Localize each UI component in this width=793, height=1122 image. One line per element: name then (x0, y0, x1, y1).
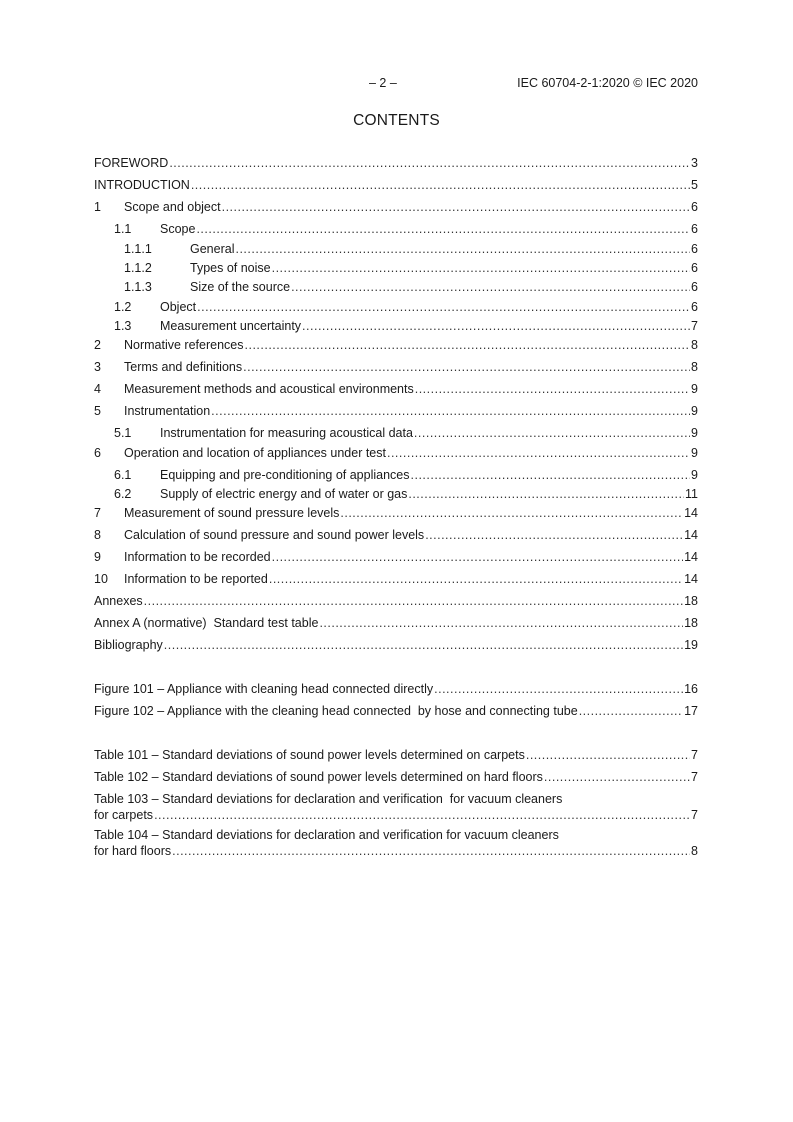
dot-leader (414, 425, 690, 441)
page-title: CONTENTS (353, 112, 440, 129)
dot-leader (154, 807, 690, 823)
standard-identifier: IEC 60704-2-1:2020 © IEC 2020 (517, 76, 698, 90)
dot-leader (211, 403, 690, 419)
toc-entry-label: Measurement methods and acoustical environments (124, 382, 414, 396)
toc-entry-number: 5 (94, 404, 101, 418)
dot-leader (196, 221, 690, 237)
dot-leader (169, 155, 690, 171)
toc-entry-3[interactable] (94, 359, 698, 375)
dot-leader (340, 505, 683, 521)
toc-entry-label: Annex A (normative) Standard test table (94, 616, 319, 630)
toc-entry-number: 4 (94, 382, 101, 396)
table-entry-page: 7 (691, 808, 698, 822)
dot-leader (302, 318, 690, 334)
toc-entry-page: 14 (684, 550, 698, 564)
figure-entry-101[interactable] (94, 681, 698, 697)
toc-entry-page: 6 (691, 300, 698, 314)
dot-leader (434, 681, 683, 697)
toc-entry-7[interactable] (94, 505, 698, 521)
page-header (0, 76, 793, 92)
toc-entry-number: 9 (94, 550, 101, 564)
toc-entry-6[interactable] (94, 445, 698, 461)
toc-entry-page: 9 (691, 404, 698, 418)
toc-entry-number: 6 (94, 446, 101, 460)
table-entry-label: Table 104 – Standard deviations for declaration and verification for vacuum cleaners (94, 828, 559, 842)
toc-entry-1-2[interactable] (114, 299, 698, 315)
toc-entry-6-2[interactable] (114, 486, 698, 502)
toc-entry-page: 6 (691, 242, 698, 256)
dot-leader (164, 637, 683, 653)
toc-entry-label: Terms and definitions (124, 360, 243, 374)
toc-entry-label: Scope (160, 222, 196, 236)
toc-entry-label: Size of the source (190, 280, 291, 294)
toc-entry-label: Instrumentation for measuring acoustical data (160, 426, 413, 440)
table-entry-label-cont: for carpets (94, 808, 154, 822)
table-entry-102[interactable] (94, 769, 698, 785)
figure-entry-label: Figure 102 – Appliance with the cleaning head connected by hose and connecting tube (94, 704, 578, 718)
toc-entry-page: 9 (691, 468, 698, 482)
toc-entry-label: Instrumentation (124, 404, 211, 418)
toc-entry-number: 1.1 (114, 222, 132, 236)
figure-entry-102[interactable] (94, 703, 698, 719)
toc-entry-number: 1.2 (114, 300, 132, 314)
toc-entry-page: 7 (691, 319, 698, 333)
dot-leader (245, 337, 691, 353)
dot-leader (272, 260, 690, 276)
dot-leader (272, 549, 683, 565)
toc-entry-label: Scope and object (124, 200, 221, 214)
toc-entry-label: Operation and location of appliances under test (124, 446, 386, 460)
figure-entry-label: Figure 101 – Appliance with cleaning head connected directly (94, 682, 434, 696)
toc-entry-1[interactable] (94, 199, 698, 215)
toc-entry-number: 6.1 (114, 468, 132, 482)
toc-entry-number: 1.3 (114, 319, 132, 333)
figure-entry-page: 16 (684, 682, 698, 696)
toc-entry-page: 9 (691, 382, 698, 396)
toc-entry-introduction[interactable] (94, 177, 698, 193)
toc-entry-number: 3 (94, 360, 101, 374)
dot-leader (235, 241, 690, 257)
dot-leader (408, 486, 684, 502)
toc-entry-label: Calculation of sound pressure and sound power levels (124, 528, 425, 542)
toc-entry-5-1[interactable] (114, 425, 698, 441)
table-entry-101[interactable] (94, 747, 698, 763)
dot-leader (387, 445, 690, 461)
toc-entry-1-1-3[interactable] (124, 279, 698, 295)
toc-entry-page: 18 (684, 594, 698, 608)
toc-entry-4[interactable] (94, 381, 698, 397)
toc-entry-page: 14 (684, 572, 698, 586)
table-entry-page: 7 (691, 770, 698, 784)
toc-entry-page: 9 (691, 426, 698, 440)
toc-entry-page: 8 (691, 338, 698, 352)
toc-entry-2[interactable] (94, 337, 698, 353)
dot-leader (579, 703, 683, 719)
toc-entry-number: 6.2 (114, 487, 132, 501)
toc-entry-bibliography[interactable] (94, 637, 698, 653)
toc-entry-6-1[interactable] (114, 467, 698, 483)
toc-entry-number: 1.1.1 (124, 242, 152, 256)
dot-leader (144, 593, 683, 609)
toc-entry-page: 6 (691, 280, 698, 294)
toc-entry-label: Annexes (94, 594, 143, 608)
toc-entry-label: Measurement uncertainty (160, 319, 302, 333)
toc-entry-page: 14 (684, 528, 698, 542)
table-entry-label-cont: for hard floors (94, 844, 172, 858)
toc-entry-label: INTRODUCTION (94, 178, 190, 192)
toc-entry-page: 18 (684, 616, 698, 630)
toc-entry-page: 19 (684, 638, 698, 652)
toc-entry-label: Normative references (124, 338, 244, 352)
toc-entry-label: Information to be recorded (124, 550, 271, 564)
toc-entry-page: 6 (691, 222, 698, 236)
toc-entry-8[interactable] (94, 527, 698, 543)
toc-entry-page: 5 (691, 178, 698, 192)
toc-entry-page: 9 (691, 446, 698, 460)
toc-entry-label: General (190, 242, 235, 256)
toc-entry-number: 10 (94, 572, 108, 586)
table-entry-label: Table 102 – Standard deviations of sound power levels determined on hard floors (94, 770, 543, 784)
dot-leader (197, 299, 690, 315)
toc-entry-page: 11 (685, 487, 698, 501)
toc-entry-label: FOREWORD (94, 156, 169, 170)
toc-entry-number: 1.1.2 (124, 261, 152, 275)
toc-entry-9[interactable] (94, 549, 698, 565)
toc-entry-label: Types of noise (190, 261, 271, 275)
dot-leader (425, 527, 683, 543)
toc-entry-10[interactable] (94, 571, 698, 587)
dot-leader (291, 279, 690, 295)
toc-entry-label: Equipping and pre-conditioning of appliances (160, 468, 410, 482)
table-entry-104[interactable] (94, 827, 698, 859)
toc-entry-number: 1 (94, 200, 101, 214)
toc-entry-1-1[interactable] (114, 221, 698, 237)
page-number: – 2 – (369, 76, 397, 90)
dot-leader (415, 381, 690, 397)
table-entry-label: Table 103 – Standard deviations for declaration and verification for vacuum cleaners (94, 792, 563, 806)
table-entry-page: 7 (691, 748, 698, 762)
toc-entry-number: 1.1.3 (124, 280, 152, 294)
dot-leader (411, 467, 691, 483)
toc-entry-page: 8 (691, 360, 698, 374)
table-entry-page: 8 (691, 844, 698, 858)
toc-entry-label: Supply of electric energy and of water or gas (160, 487, 408, 501)
toc-entry-annexes[interactable] (94, 593, 698, 609)
dot-leader (319, 615, 683, 631)
toc-entry-number: 8 (94, 528, 101, 542)
dot-leader (222, 199, 690, 215)
toc-entry-page: 6 (691, 200, 698, 214)
toc-entry-1-3[interactable] (114, 318, 698, 334)
toc-entry-page: 3 (691, 156, 698, 170)
toc-entry-foreword[interactable] (94, 155, 698, 171)
dot-leader (172, 843, 690, 859)
dot-leader (243, 359, 690, 375)
toc-entry-label: Measurement of sound pressure levels (124, 506, 340, 520)
toc-entry-number: 2 (94, 338, 101, 352)
figure-entry-page: 17 (684, 704, 698, 718)
toc-entry-number: 7 (94, 506, 101, 520)
dot-leader (526, 747, 690, 763)
toc-entry-1-1-1[interactable] (124, 241, 698, 257)
table-entry-103[interactable] (94, 791, 698, 823)
toc-entry-label: Bibliography (94, 638, 163, 652)
dot-leader (269, 571, 683, 587)
toc-entry-number: 5.1 (114, 426, 132, 440)
toc-entry-page: 14 (684, 506, 698, 520)
toc-entry-5[interactable] (94, 403, 698, 419)
toc-entry-annex-a[interactable] (94, 615, 698, 631)
toc-entry-page: 6 (691, 261, 698, 275)
toc-entry-label: Information to be reported (124, 572, 268, 586)
toc-entry-label: Object (160, 300, 197, 314)
toc-entry-1-1-2[interactable] (124, 260, 698, 276)
dot-leader (544, 769, 690, 785)
dot-leader (191, 177, 690, 193)
table-entry-label: Table 101 – Standard deviations of sound power levels determined on carpets (94, 748, 525, 762)
